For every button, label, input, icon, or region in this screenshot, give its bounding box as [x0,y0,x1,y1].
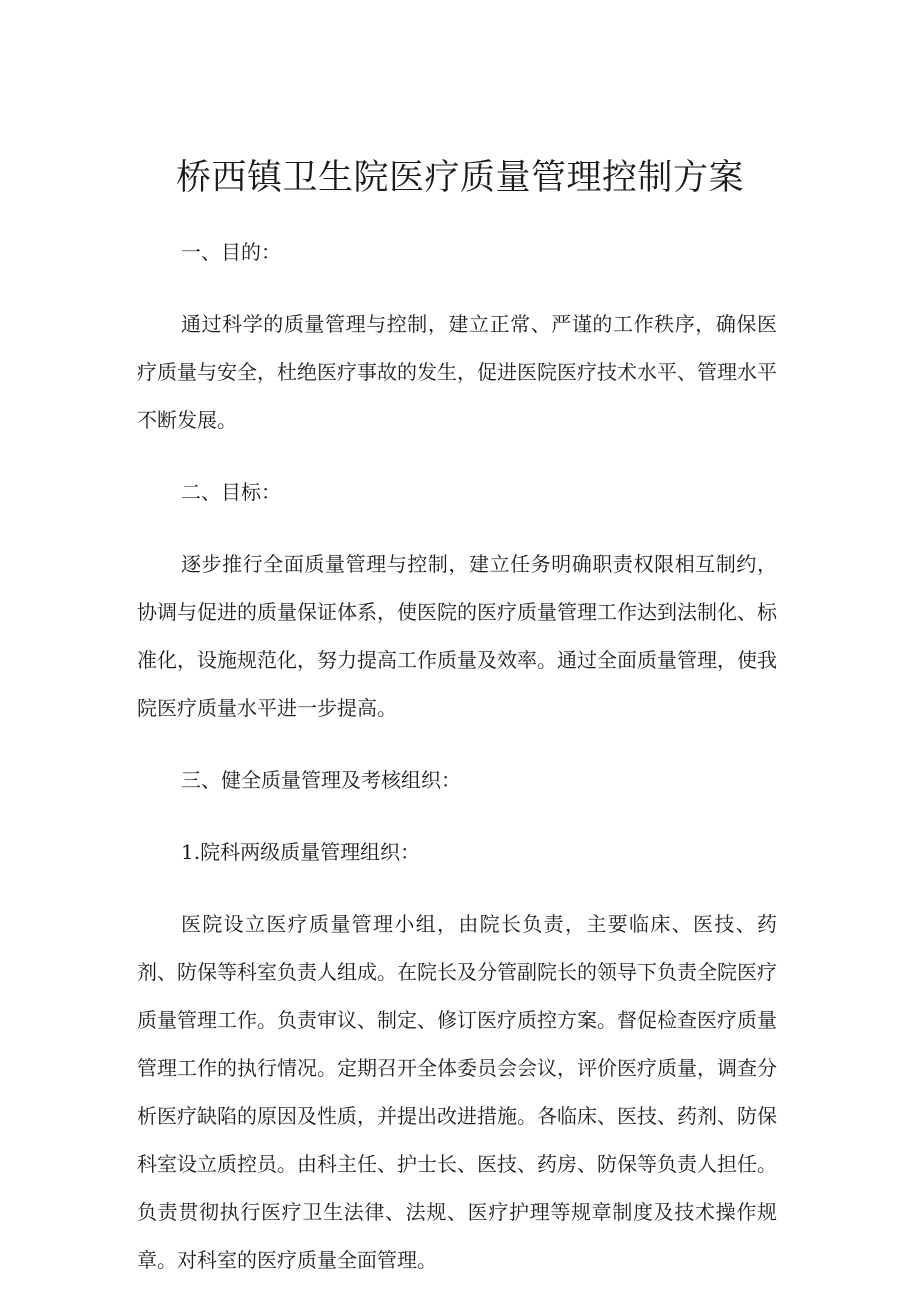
section-heading-organization: 三、健全质量管理及考核组织： [181,768,461,792]
subsection-heading-two-level: 1.院科两级质量管理组织： [181,840,421,864]
section-heading-goal: 二、目标： [181,480,281,504]
document-title: 桥西镇卫生院医疗质量管理控制方案 [175,158,744,198]
paragraph-goal: 逐步推行全面质量管理与控制，建立任务明确职责权限相互制约，协调与促进的质量保证体系，使医院的医疗质量管理工作达到法制化、标准化，设施规范化，努力提高工作质量及效率。通过全面质量管理，使我院医疗质量水平进一步提高。 [137,552,777,720]
paragraph-purpose: 通过科学的质量管理与控制，建立正常、严谨的工作秩序，确保医疗质量与安全，杜绝医疗事故的发生，促进医院医疗技术水平、管理水平不断发展。 [137,312,777,432]
section-heading-purpose: 一、目的： [181,240,281,264]
paragraph-two-level: 医院设立医疗质量管理小组，由院长负责，主要临床、医技、药剂、防保等科室负责人组成。在院长及分管副院长的领导下负责全院医疗质量管理工作。负责审议、制定、修订医疗质控方案。督促检查医疗质量管理工作的执行情况。定期召开全体委员会会议，评价医疗质量，调查分析医疗缺陷的原因及性质，并提出改进措施。各临床、医技、药剂、防保科室设立质控员。由科主任、护士长、医技、药房、防保等负责人担任。负责贯彻执行医疗卫生法律、法规、医疗护理等规章制度及技术操作规章。对科室的医疗质量全面管理。 [137,912,777,1272]
document-body [137,228,777,1308]
